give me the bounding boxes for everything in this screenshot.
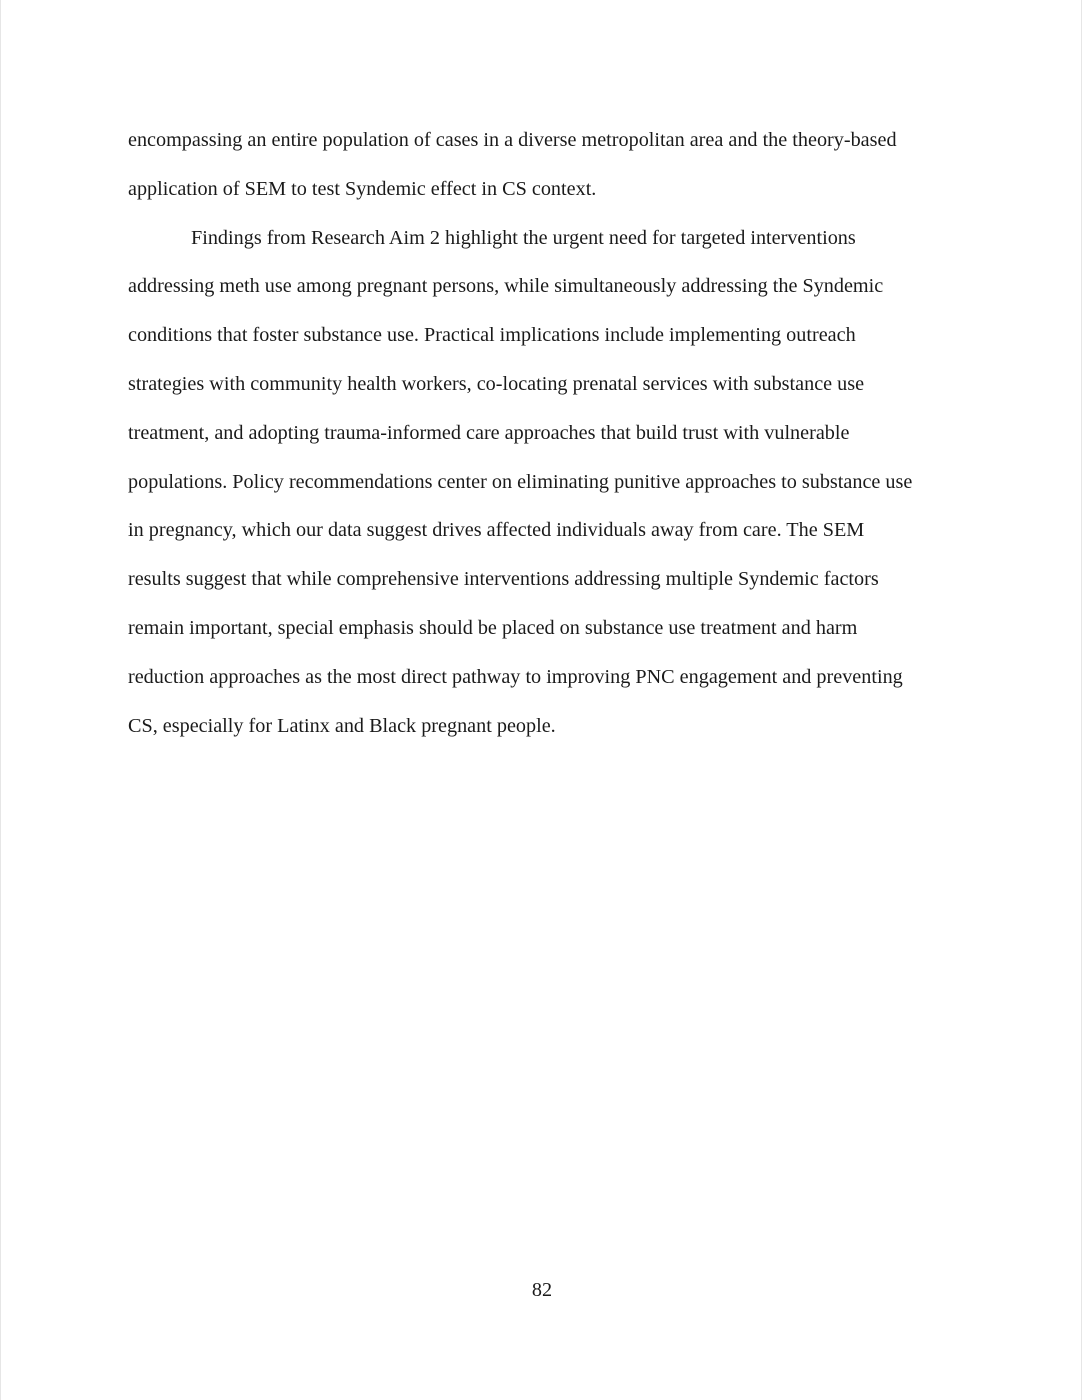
text-line: application of SEM to test Syndemic effect in CS context. — [128, 177, 597, 200]
page-number: 82 — [531, 1279, 553, 1301]
text-line: CS, especially for Latinx and Black pregnant people. — [128, 714, 556, 737]
paragraph-2 — [128, 214, 960, 751]
text-line: remain important, special emphasis should be placed on substance use treatment and harm — [128, 616, 858, 639]
text-line: conditions that foster substance use. Practical implications include implementing outreach — [128, 324, 856, 347]
text-line: addressing meth use among pregnant persons, while simultaneously addressing the Syndemic — [128, 275, 884, 298]
text-line: populations. Policy recommendations center on eliminating punitive approaches to substance use — [128, 470, 913, 493]
text-line: encompassing an entire population of cases in a diverse metropolitan area and the theory-based — [128, 129, 897, 151]
text-line: treatment, and adopting trauma-informed care approaches that build trust with vulnerable — [128, 421, 850, 444]
text-line: Findings from Research Aim 2 highlight the urgent need for targeted interventions — [191, 226, 856, 249]
paragraph-1 — [128, 116, 960, 214]
text-line: reduction approaches as the most direct pathway to improving PNC engagement and preventing — [128, 665, 903, 688]
body-text — [128, 116, 960, 750]
text-line: strategies with community health workers, co-locating prenatal services with substance use — [128, 372, 865, 395]
text-line: results suggest that while comprehensive interventions addressing multiple Syndemic factors — [128, 568, 879, 591]
text-line: in pregnancy, which our data suggest drives affected individuals away from care. The SEM — [128, 519, 865, 542]
